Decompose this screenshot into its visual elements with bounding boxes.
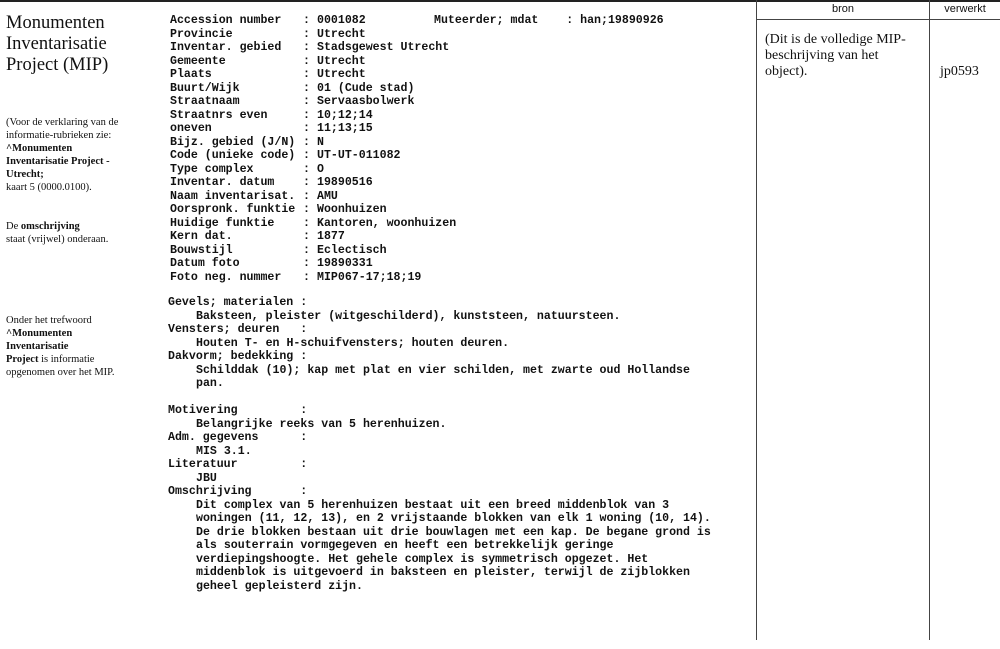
field-value: Utrecht bbox=[317, 54, 366, 68]
field-label: Naam inventarisat. bbox=[170, 189, 296, 203]
field-label: Accession number bbox=[170, 14, 282, 27]
field-label: Buurt/Wijk bbox=[170, 81, 240, 95]
field-colon: : bbox=[303, 176, 310, 189]
field-label: Oorspronk. funktie bbox=[170, 203, 296, 216]
section-text: JBU bbox=[196, 471, 217, 485]
field-row bbox=[170, 271, 456, 285]
field-colon: : bbox=[303, 257, 310, 270]
column-divider-verwerkt bbox=[929, 0, 930, 640]
field-value: AMU bbox=[317, 189, 338, 203]
column-divider-bron bbox=[756, 0, 757, 640]
field-colon: : bbox=[303, 203, 310, 216]
field-colon: : bbox=[303, 149, 310, 162]
description-sections bbox=[168, 296, 711, 593]
section-text: Belangrijke reeks van 5 herenhuizen. bbox=[196, 417, 447, 431]
field-row bbox=[170, 230, 456, 244]
bron-text: (Dit is de volledige MIP-beschrijving van het object). bbox=[765, 32, 906, 79]
field-row bbox=[170, 257, 456, 271]
field-label: Plaats bbox=[170, 68, 212, 81]
field-colon: : bbox=[303, 122, 310, 135]
field-label: Datum foto bbox=[170, 257, 240, 270]
section-text: De drie blokken bestaan uit drie bouwlagen met een kap. De begane grond is bbox=[196, 525, 711, 539]
field-label: Huidige funktie bbox=[170, 216, 275, 230]
field-row bbox=[170, 244, 456, 258]
field-colon: : bbox=[303, 14, 310, 27]
field-label: Bouwstijl bbox=[170, 243, 233, 257]
field-label: Straatnrs even bbox=[170, 108, 268, 122]
spacer bbox=[168, 391, 711, 405]
field-value: 19890516 bbox=[317, 176, 373, 189]
note-text: (Voor de verklaring van de informatie-rubrieken zie: bbox=[6, 117, 119, 141]
field-colon: : bbox=[303, 68, 310, 81]
section-text: Baksteen, pleister (witgeschilderd), kunststeen, natuursteen. bbox=[196, 309, 621, 323]
field-row bbox=[170, 68, 456, 82]
section-text: pan. bbox=[196, 377, 224, 390]
section-text: als souterrain vormgegeven en heeft een betrekkelijk geringe bbox=[196, 539, 614, 552]
field-colon: : bbox=[303, 27, 310, 41]
field-row bbox=[170, 41, 456, 55]
note-text: De bbox=[6, 221, 19, 232]
field-value: 11;13;15 bbox=[317, 122, 373, 135]
section-label: Adm. gegevens : bbox=[168, 431, 308, 444]
section-label: Motivering : bbox=[168, 404, 308, 417]
section-text: Dit complex van 5 herenhuizen bestaat uit een breed middenblok van 3 bbox=[196, 498, 670, 512]
field-label: Code (unieke code) bbox=[170, 149, 296, 162]
field-value: 1877 bbox=[317, 230, 345, 243]
field-colon: : bbox=[303, 135, 310, 149]
header-verwerkt: verwerkt bbox=[944, 3, 986, 15]
field-label: Foto neg. nummer bbox=[170, 270, 282, 284]
muteerder-field: Muteerder; mdat : han;19890926 bbox=[434, 14, 664, 27]
field-value: Kantoren, woonhuizen bbox=[317, 216, 457, 230]
field-label: Type complex bbox=[170, 162, 254, 176]
field-colon: : bbox=[303, 41, 310, 54]
field-row bbox=[170, 176, 456, 190]
field-colon: : bbox=[303, 162, 310, 176]
header-rule bbox=[756, 19, 1000, 20]
field-row bbox=[170, 136, 456, 150]
section-label: Omschrijving : bbox=[168, 485, 308, 498]
field-row bbox=[170, 14, 456, 28]
section-label: Vensters; deuren : bbox=[168, 323, 308, 336]
field-value: Eclectisch bbox=[317, 243, 387, 257]
verwerkt-text: jp0593 bbox=[940, 64, 979, 79]
field-label: Inventar. gebied bbox=[170, 41, 282, 54]
note-text: Onder het trefwoord bbox=[6, 315, 92, 326]
note-reference: ^Monumenten Inventarisatie bbox=[6, 328, 73, 352]
section-text: MIS 3.1. bbox=[196, 444, 252, 458]
note-omschrijving bbox=[6, 220, 131, 246]
field-value: Utrecht bbox=[317, 68, 366, 81]
field-colon: : bbox=[303, 243, 310, 257]
section-label: Gevels; materialen : bbox=[168, 296, 308, 309]
field-label: Provincie bbox=[170, 27, 233, 41]
section-text: woningen (11, 12, 13), en 2 vrijstaande blokken van elk 1 woning (10, 14). bbox=[196, 512, 711, 525]
field-value: 10;12;14 bbox=[317, 108, 373, 122]
field-label: Muteerder; mdat bbox=[434, 14, 539, 27]
section-label: Literatuur : bbox=[168, 458, 308, 471]
section-text: Houten T- en H-schuifvensters; houten deuren. bbox=[196, 336, 510, 350]
note-keyword: omschrijving bbox=[20, 221, 80, 232]
field-row bbox=[170, 109, 456, 123]
top-rule bbox=[0, 0, 1000, 2]
field-row bbox=[170, 95, 456, 109]
field-colon: : bbox=[303, 189, 310, 203]
field-value: Utrecht bbox=[317, 27, 366, 41]
field-value: MIP067-17;18;19 bbox=[317, 270, 422, 284]
field-row bbox=[170, 28, 456, 42]
field-row bbox=[170, 190, 456, 204]
field-row bbox=[170, 217, 456, 231]
field-label: Inventar. datum bbox=[170, 176, 275, 189]
note-verklaring bbox=[6, 116, 131, 194]
header-bron: bron bbox=[831, 3, 855, 15]
field-label: Straatnaam bbox=[170, 95, 240, 108]
note-text: staat (vrijwel) onderaan. bbox=[6, 234, 109, 245]
field-value: 0001082 bbox=[317, 14, 366, 27]
field-row bbox=[170, 149, 456, 163]
field-value: 01 (Cude stad) bbox=[317, 81, 415, 95]
field-label: Gemeente bbox=[170, 54, 226, 68]
field-colon: : bbox=[303, 230, 310, 243]
field-label: Kern dat. bbox=[170, 230, 233, 243]
field-value: Stadsgewest Utrecht bbox=[317, 41, 450, 54]
note-reference: Project bbox=[6, 354, 39, 365]
field-value: O bbox=[317, 162, 324, 176]
field-row bbox=[170, 55, 456, 69]
field-colon: : bbox=[303, 95, 310, 108]
field-value: 19890331 bbox=[317, 257, 373, 270]
section-text: middenblok is uitgevoerd in baksteen en pleister, terwijl de zijblokken bbox=[196, 566, 690, 579]
field-value: Woonhuizen bbox=[317, 203, 387, 216]
note-trefwoord bbox=[6, 314, 131, 379]
field-value: UT-UT-011082 bbox=[317, 149, 401, 162]
field-value: Servaasbolwerk bbox=[317, 95, 415, 108]
field-colon: : bbox=[303, 108, 310, 122]
field-row bbox=[170, 203, 456, 217]
note-reference: ^Monumenten Inventarisatie Project - Utrecht; bbox=[6, 143, 110, 180]
field-colon: : bbox=[303, 216, 310, 230]
field-label: oneven bbox=[170, 122, 212, 135]
field-value: han;19890926 bbox=[580, 14, 664, 27]
field-label: Bijz. gebied (J/N) bbox=[170, 135, 296, 149]
field-row bbox=[170, 82, 456, 96]
note-text: kaart 5 (0000.0100). bbox=[6, 182, 92, 193]
field-row bbox=[170, 122, 456, 136]
field-row bbox=[170, 163, 456, 177]
field-colon: : bbox=[303, 54, 310, 68]
record-fields bbox=[170, 14, 456, 284]
field-value: N bbox=[317, 135, 324, 149]
field-colon: : bbox=[303, 270, 310, 284]
section-text: Schilddak (10); kap met plat en vier schilden, met zwarte oud Hollandse bbox=[196, 363, 690, 377]
document-title: Monumenten Inventarisatie Project (MIP) bbox=[6, 13, 109, 75]
section-text: verdiepingshoogte. Het gehele complex is symmetrisch opgezet. Het bbox=[196, 552, 649, 566]
note-text: is informatie opgenomen over het MIP. bbox=[6, 354, 115, 378]
field-colon: : bbox=[303, 81, 310, 95]
section-text: geheel gepleisterd zijn. bbox=[196, 579, 363, 593]
section-label: Dakvorm; bedekking : bbox=[168, 350, 308, 363]
